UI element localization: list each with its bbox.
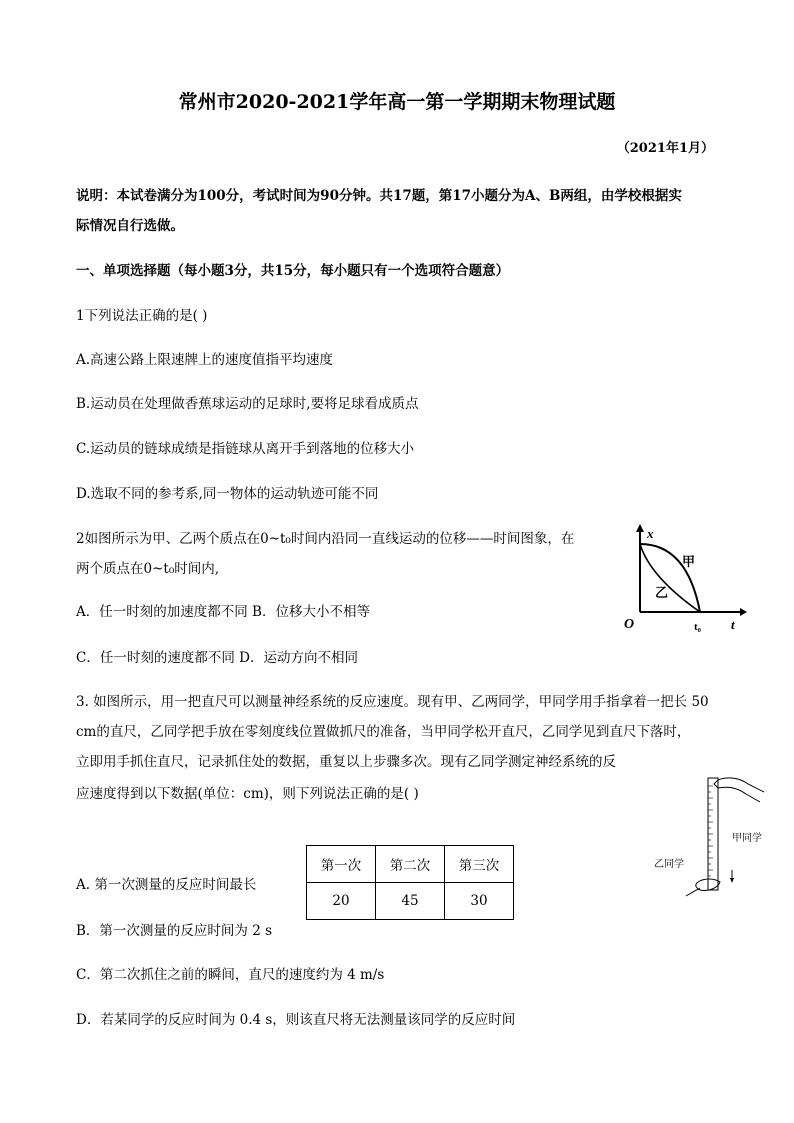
- section-header: 一、单项选择题（每小题3分，共15分，每小题只有一个选项符合题意）: [76, 263, 510, 279]
- q3-stem-line-4: 应速度得到以下数据(单位：cm)，则下列说法正确的是( ): [76, 786, 419, 802]
- q1-option-d: D.选取不同的参考系,同一物体的运动轨迹可能不同: [76, 486, 379, 502]
- q3-stem-line-1: 3. 如图所示，用一把直尺可以测量神经系统的反应速度。现有甲、乙两同学，甲同学用手指拿着一把长 50: [76, 694, 709, 710]
- fall-arrow-icon: [730, 878, 734, 883]
- page-title: 常州市2020-2021学年高一第一学期期末物理试题: [178, 91, 616, 113]
- x-axis-arrow-icon: [636, 524, 644, 532]
- table-header-cell: 第一次: [307, 846, 376, 883]
- exam-date: （2021年1月）: [616, 141, 714, 156]
- q2-options-line-2: C．任一时刻的速度都不同 D．运动方向不相同: [76, 650, 358, 666]
- q2-stem-line-1: 2如图所示为甲、乙两个质点在0~t₀时间内沿同一直线运动的位移——时间图象，在: [76, 531, 575, 547]
- table-header-cell: 第三次: [445, 846, 514, 883]
- q3-ruler-figure: [648, 774, 768, 899]
- table-cell: 30: [445, 883, 514, 920]
- q1-option-c: C.运动员的链球成绩是指链球从离开手到落地的位移大小: [76, 441, 415, 457]
- instructions-line-1: 说明：本试卷满分为100分，考试时间为90分钟。共17题，第17小题分为A、B两组，由学校根据实: [76, 188, 682, 204]
- q3-option-c: C．第二次抓住之前的瞬间，直尺的速度约为 4 m/s: [76, 967, 385, 983]
- q2-options-line-1: A．任一时刻的加速度都不同 B．位移大小不相等: [76, 604, 370, 620]
- q3-option-b: B．第一次测量的反应时间为 2 s: [76, 923, 273, 939]
- q3-option-d: D．若某同学的反应时间为 0.4 s，则该直尺将无法测量该同学的反应时间: [76, 1012, 516, 1028]
- t-axis-arrow-icon: [740, 608, 747, 616]
- table-cell: 20: [307, 883, 376, 920]
- q3-stem-line-3: 立即用手抓住直尺，记录抓住处的数据，重复以上步骤多次。现有乙同学测定神经系统的反: [76, 754, 616, 770]
- q1-stem: 1下列说法正确的是( ): [76, 308, 208, 324]
- origin-label: O: [624, 617, 635, 632]
- hand-jia: [714, 778, 764, 802]
- q3-data-table: [306, 845, 514, 920]
- q2-stem-line-2: 两个质点在0~t₀时间内,: [76, 561, 220, 577]
- q3-stem-line-2: cm的直尺，乙同学把手放在零刻度线位置做抓尺的准备，当甲同学松开直尺，乙同学见到直尺下落时，: [76, 724, 691, 740]
- x-axis-label: x: [647, 526, 654, 541]
- table-header-cell: 第二次: [376, 846, 445, 883]
- label-jia: 甲同学: [732, 833, 762, 844]
- table-header-row: [307, 846, 514, 883]
- table-cell: 45: [376, 883, 445, 920]
- q1-option-b: B.运动员在处理做香蕉球运动的足球时,要将足球看成质点: [76, 396, 419, 412]
- instructions-line-2: 际情况自行选做。: [76, 218, 184, 234]
- t0-label: t₀: [694, 621, 701, 633]
- q1-option-a: A.高速公路上限速牌上的速度值指平均速度: [76, 352, 334, 368]
- jia-label: 甲: [682, 555, 696, 570]
- label-yi: 乙同学: [654, 859, 684, 870]
- q2-xt-graph: [612, 522, 747, 634]
- t-axis-label: t: [731, 617, 735, 632]
- table-row: [307, 883, 514, 920]
- q3-option-a: A. 第一次测量的反应时间最长: [76, 877, 257, 893]
- yi-label: 乙: [655, 586, 669, 601]
